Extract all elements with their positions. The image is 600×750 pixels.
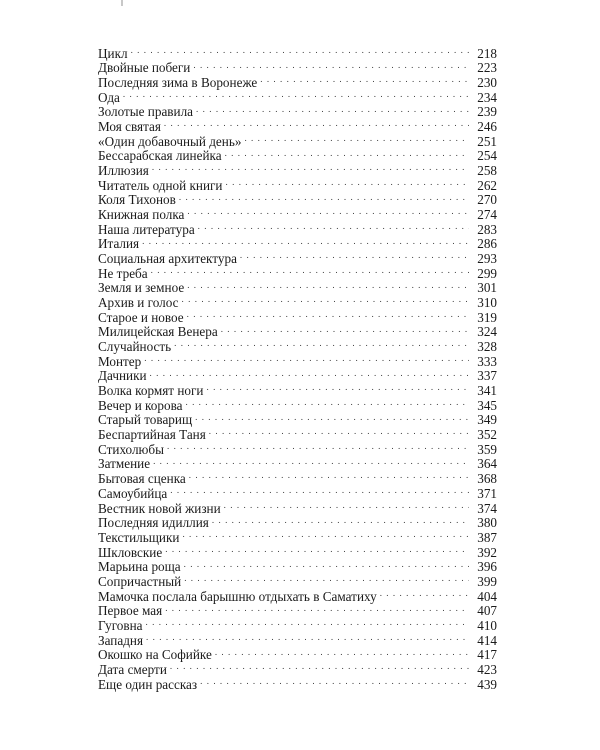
dot-leader bbox=[153, 454, 469, 469]
toc-entry-page-number: 328 bbox=[477, 339, 497, 355]
toc-entry-page-number: 407 bbox=[477, 603, 497, 619]
dot-leader bbox=[187, 307, 469, 322]
dot-leader bbox=[152, 160, 469, 175]
dot-leader bbox=[144, 351, 469, 366]
toc-entry bbox=[98, 527, 497, 545]
dot-leader bbox=[151, 263, 469, 278]
toc-entry-title: Бытовая сценка bbox=[98, 471, 186, 487]
toc-entry-title: Старый товарищ bbox=[98, 412, 193, 428]
toc-entry-title: «Один добавочный день» bbox=[98, 133, 242, 149]
toc-entry-page-number: 283 bbox=[477, 221, 497, 237]
toc-entry-title: Самоубийца bbox=[98, 485, 168, 501]
toc-entry-title: Первое мая bbox=[98, 603, 163, 619]
dot-leader bbox=[164, 116, 469, 131]
toc-entry-title: Старое и новое bbox=[98, 309, 184, 325]
toc-entry-page-number: 218 bbox=[477, 45, 497, 61]
toc-entry bbox=[98, 234, 497, 252]
toc-entry-page-number: 345 bbox=[477, 397, 497, 413]
toc-entry-page-number: 352 bbox=[477, 427, 497, 443]
toc-entry bbox=[98, 131, 497, 149]
toc-entry bbox=[98, 483, 497, 501]
toc-entry bbox=[98, 263, 497, 281]
toc-entry bbox=[98, 116, 497, 135]
dot-leader bbox=[170, 659, 469, 674]
dot-leader bbox=[225, 146, 469, 161]
toc-entry-title: Волка кормят ноги bbox=[98, 383, 204, 399]
toc-entry-page-number: 301 bbox=[477, 280, 497, 296]
toc-entry-title: Монтер bbox=[98, 353, 142, 369]
toc-entry-page-number: 374 bbox=[477, 500, 497, 516]
toc-entry bbox=[98, 542, 497, 560]
toc-entry-title: Золотые правила bbox=[98, 104, 194, 120]
dot-leader bbox=[380, 586, 469, 601]
dot-leader bbox=[193, 58, 469, 73]
toc-entry-page-number: 337 bbox=[477, 368, 497, 384]
toc-entry bbox=[98, 645, 497, 663]
dot-leader bbox=[226, 175, 470, 190]
toc-entry-page-number: 349 bbox=[477, 412, 497, 428]
dot-leader bbox=[165, 601, 469, 616]
toc-entry-title: Стихолюбы bbox=[98, 441, 164, 457]
toc-entry bbox=[98, 204, 497, 223]
dot-leader bbox=[167, 439, 469, 454]
toc-entry bbox=[98, 468, 497, 487]
toc-entry-page-number: 324 bbox=[477, 324, 497, 340]
dot-leader bbox=[224, 498, 469, 513]
toc-entry bbox=[98, 586, 497, 604]
toc-entry-page-number: 392 bbox=[477, 544, 497, 560]
toc-entry-title: Последняя зима в Воронеже bbox=[98, 75, 258, 91]
toc-entry-page-number: 364 bbox=[477, 456, 497, 472]
toc-entry-title: Бессарабская линейка bbox=[98, 148, 222, 164]
toc-entry bbox=[98, 366, 497, 384]
dot-leader bbox=[215, 645, 469, 660]
toc-entry-page-number: 404 bbox=[477, 588, 497, 604]
toc-entry-page-number: 414 bbox=[477, 632, 497, 648]
toc-entry bbox=[98, 351, 497, 369]
toc-entry bbox=[98, 307, 497, 325]
toc-entry-page-number: 230 bbox=[477, 75, 497, 91]
dot-leader bbox=[182, 527, 469, 542]
toc-entry-title: Моя святая bbox=[98, 119, 161, 135]
toc-entry bbox=[98, 571, 497, 589]
toc-entry-title: Вестник новой жизни bbox=[98, 500, 221, 516]
toc-entry-title: Италия bbox=[98, 236, 140, 252]
toc-entry-page-number: 286 bbox=[477, 236, 497, 252]
toc-entry-page-number: 274 bbox=[477, 207, 497, 223]
dot-leader bbox=[142, 234, 469, 249]
toc-entry bbox=[98, 630, 497, 648]
toc-entry bbox=[98, 146, 497, 164]
dot-leader bbox=[179, 190, 469, 205]
toc-entry-title: Дата смерти bbox=[98, 661, 167, 677]
toc-entry bbox=[98, 190, 497, 208]
toc-entry-title: Книжная полка bbox=[98, 207, 185, 223]
toc-entry-page-number: 254 bbox=[477, 148, 497, 164]
toc-entry-page-number: 399 bbox=[477, 573, 497, 589]
toc-entry bbox=[98, 674, 497, 692]
toc-entry bbox=[98, 58, 497, 76]
toc-entry-title: Беспартийная Таня bbox=[98, 427, 206, 443]
toc-entry bbox=[98, 513, 497, 531]
toc-entry-page-number: 299 bbox=[477, 265, 497, 281]
toc-entry-page-number: 439 bbox=[477, 676, 497, 692]
toc-entry bbox=[98, 175, 497, 193]
toc-entry-title: Случайность bbox=[98, 339, 172, 355]
toc-entry bbox=[98, 43, 497, 61]
toc-entry-page-number: 396 bbox=[477, 559, 497, 575]
dot-leader bbox=[212, 513, 469, 528]
toc-entry-title: Земля и земное bbox=[98, 280, 185, 296]
dot-leader bbox=[189, 468, 469, 483]
toc-entry-title: Затмение bbox=[98, 456, 151, 472]
toc-entry-page-number: 293 bbox=[477, 251, 497, 267]
dot-leader bbox=[209, 424, 469, 439]
dot-leader bbox=[260, 72, 469, 87]
dot-leader bbox=[184, 571, 469, 586]
toc-entry-page-number: 371 bbox=[477, 485, 497, 501]
toc-entry bbox=[98, 248, 497, 267]
toc-entry-page-number: 251 bbox=[477, 133, 497, 149]
toc-entry-title: Еще один рассказ bbox=[98, 676, 198, 692]
toc-entry bbox=[98, 87, 497, 105]
toc-entry-page-number: 359 bbox=[477, 441, 497, 457]
toc-entry bbox=[98, 395, 497, 413]
toc-entry bbox=[98, 601, 497, 619]
toc-entry-page-number: 333 bbox=[477, 353, 497, 369]
dot-leader bbox=[206, 380, 469, 395]
toc-entry-page-number: 223 bbox=[477, 60, 497, 76]
dot-leader bbox=[165, 542, 469, 557]
toc-entry-title: Не треба bbox=[98, 265, 148, 281]
toc-entry-title: Ода bbox=[98, 89, 120, 105]
toc-entry bbox=[98, 292, 497, 311]
toc-entry-title: Наша литература bbox=[98, 221, 195, 237]
toc-entry bbox=[98, 557, 497, 575]
toc-entry-page-number: 380 bbox=[477, 515, 497, 531]
dot-leader bbox=[198, 219, 469, 234]
toc-entry-title: Сопричастный bbox=[98, 573, 182, 589]
dot-leader bbox=[182, 292, 469, 307]
toc-entry bbox=[98, 380, 497, 399]
dot-leader bbox=[150, 366, 469, 381]
toc-entry bbox=[98, 410, 497, 428]
toc-entry-title: Западня bbox=[98, 632, 144, 648]
toc-entry-title: Архив и голос bbox=[98, 295, 179, 311]
toc-entry-page-number: 417 bbox=[477, 647, 497, 663]
toc-entry-title: Дачники bbox=[98, 368, 147, 384]
toc-entry-page-number: 410 bbox=[477, 617, 497, 633]
dot-leader bbox=[200, 674, 469, 689]
dot-leader bbox=[170, 483, 469, 498]
toc-entry bbox=[98, 439, 497, 457]
toc-entry bbox=[98, 278, 497, 296]
toc-entry-title: Гуговна bbox=[98, 617, 143, 633]
toc-entry-title: Коля Тихонов bbox=[98, 192, 176, 208]
toc-entry bbox=[98, 72, 497, 91]
toc-entry-title: Вечер и корова bbox=[98, 397, 183, 413]
dot-leader bbox=[146, 615, 469, 630]
dot-leader bbox=[184, 557, 469, 572]
toc-entry-page-number: 310 bbox=[477, 295, 497, 311]
dot-leader bbox=[146, 630, 469, 645]
toc-entry-title: Окошко на Софийке bbox=[98, 647, 212, 663]
dot-leader bbox=[221, 322, 469, 337]
toc-entry bbox=[98, 160, 497, 179]
toc-entry-title: Иллюзия bbox=[98, 163, 149, 179]
dot-leader bbox=[187, 278, 469, 293]
toc-entry-page-number: 258 bbox=[477, 163, 497, 179]
toc-entry-title: Шкловские bbox=[98, 544, 163, 560]
toc-entry-page-number: 423 bbox=[477, 661, 497, 677]
dot-leader bbox=[195, 410, 469, 425]
toc-entry-title: Текстильщики bbox=[98, 529, 180, 545]
dot-leader bbox=[187, 204, 469, 219]
toc-entry-page-number: 262 bbox=[477, 177, 497, 193]
toc-entry-title: Последняя идиллия bbox=[98, 515, 209, 531]
toc-entry-page-number: 246 bbox=[477, 119, 497, 135]
toc-entry-title: Марьина роща bbox=[98, 559, 181, 575]
toc-entry-page-number: 387 bbox=[477, 529, 497, 545]
toc-entry-title: Социальная архитектура bbox=[98, 251, 237, 267]
toc-entry-page-number: 270 bbox=[477, 192, 497, 208]
toc-entry bbox=[98, 424, 497, 443]
toc-entry bbox=[98, 659, 497, 677]
toc-entry bbox=[98, 498, 497, 516]
toc-entry-page-number: 234 bbox=[477, 89, 497, 105]
toc-entry-title: Милицейская Венера bbox=[98, 324, 218, 340]
toc-entry-page-number: 239 bbox=[477, 104, 497, 120]
dot-leader bbox=[185, 395, 469, 410]
toc-entry bbox=[98, 322, 497, 340]
toc-entry bbox=[98, 454, 497, 472]
dot-leader bbox=[131, 43, 469, 58]
toc-entry-title: Цикл bbox=[98, 45, 128, 61]
toc-entry bbox=[98, 615, 497, 633]
dot-leader bbox=[174, 336, 469, 351]
toc-entry-title: Читатель одной книги bbox=[98, 177, 223, 193]
toc-entry-title: Двойные побеги bbox=[98, 60, 191, 76]
page-edge-mark bbox=[121, 0, 123, 6]
toc-entry bbox=[98, 102, 497, 120]
toc-entry bbox=[98, 336, 497, 355]
toc-entry-page-number: 319 bbox=[477, 309, 497, 325]
toc-entry-page-number: 368 bbox=[477, 471, 497, 487]
table-of-contents bbox=[98, 43, 497, 692]
toc-entry-page-number: 341 bbox=[477, 383, 497, 399]
toc-entry bbox=[98, 219, 497, 237]
dot-leader bbox=[244, 131, 469, 146]
dot-leader bbox=[123, 87, 469, 102]
toc-entry-title: Мамочка послала барышню отдыхать в Саматиху bbox=[98, 588, 377, 604]
dot-leader bbox=[196, 102, 469, 117]
dot-leader bbox=[240, 248, 469, 263]
